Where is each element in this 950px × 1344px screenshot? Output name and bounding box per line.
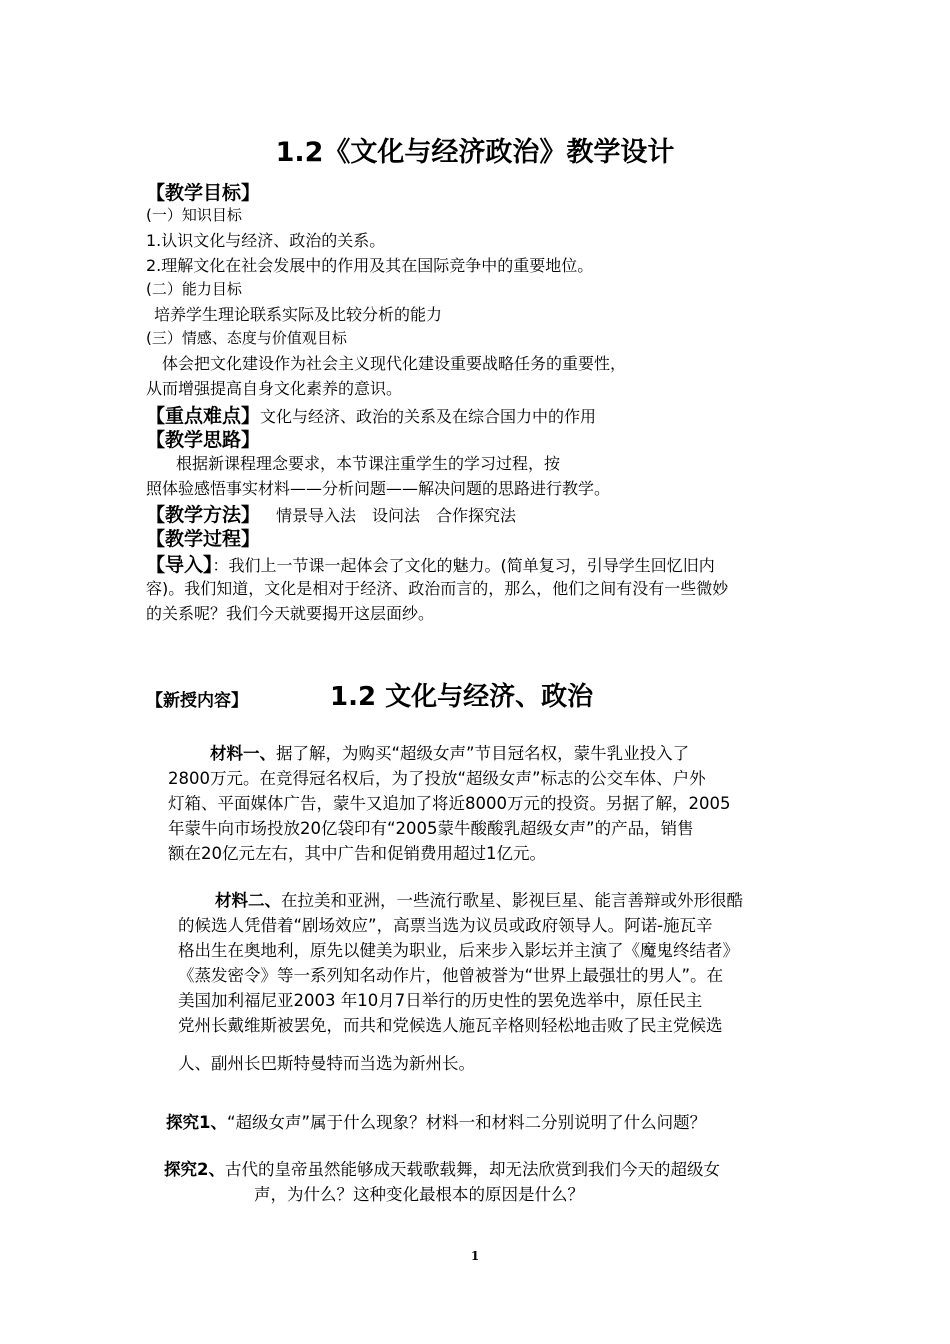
inquiry-2-line-1: 探究2、古代的皇帝虽然能够成天载歌载舞，却无法欣赏到我们今天的超级女 xyxy=(164,1160,720,1179)
material1-line-3: 灯箱、平面媒体广告，蒙牛又追加了将近8000万元的投资。另据了解，2005 xyxy=(168,794,731,813)
intro-line-1: 【导入】：我们上一节课一起体会了文化的魅力。(简单复习，引导学生回忆旧内 xyxy=(146,554,715,576)
thinking-line-2: 照体验感悟事实材料——分析问题——解决问题的思路进行教学。 xyxy=(146,479,611,498)
intro-line-2: 容)。我们知道，文化是相对于经济、政治而言的，那么，他们之间有没有一些微妙 xyxy=(146,579,729,598)
intro-line-3: 的关系呢？我们今天就要揭开这层面纱。 xyxy=(146,604,435,623)
objectives-heading: 【教学目标】 xyxy=(146,182,261,204)
section-title: 1.2 文化与经济、政治 xyxy=(330,682,594,712)
key-points-heading: 【重点难点】 xyxy=(146,405,261,427)
inquiry-2-line-2: 声，为什么？这种变化最根本的原因是什么？ xyxy=(254,1185,584,1204)
thinking-heading: 【教学思路】 xyxy=(146,429,261,451)
material1-label: 材料一、 xyxy=(210,744,276,763)
page-number: 1 xyxy=(470,1249,480,1263)
material1-line-2: 2800万元。在竞得冠名权后，为了投放“超级女声”标志的公交车体、户外 xyxy=(168,769,706,788)
emotion-line-2: 从而增强提高自身文化素养的意识。 xyxy=(146,379,403,398)
key-points-text: 文化与经济、政治的关系及在综合国力中的作用 xyxy=(260,407,597,426)
methods-heading: 【教学方法】 xyxy=(146,504,261,526)
knowledge-item-1: 1.认识文化与经济、政治的关系。 xyxy=(146,231,386,250)
methods-text: 情景导入法 设问法 合作探究法 xyxy=(276,506,517,525)
material2-line-2: 的候选人凭借着“剧场效应”，高票当选为议员或政府领导人。阿诺-施瓦辛 xyxy=(178,916,713,935)
ability-text: 培养学生理论联系实际及比较分析的能力 xyxy=(154,305,443,324)
material1-line-4: 年蒙牛向市场投放20亿袋印有“2005蒙牛酸酸乳超级女声”的产品，销售 xyxy=(168,819,694,838)
methods-row xyxy=(146,500,516,527)
emotion-line-1: 体会把文化建设作为社会主义现代化建设重要战略任务的重要性， xyxy=(162,354,627,373)
material2-line-1: 材料二、在拉美和亚洲，一些流行歌星、影视巨星、能言善辩或外形很酷 xyxy=(215,891,743,910)
emotion-heading: (三）情感、态度与价值观目标 xyxy=(146,329,347,347)
material2-line-3: 格出生在奥地利，原先以健美为职业，后来步入影坛并主演了《魔鬼终结者》 xyxy=(178,941,739,960)
material2-line-7: 人、副州长巴斯特曼特而当选为新州长。 xyxy=(178,1054,475,1073)
ability-heading: (二）能力目标 xyxy=(146,280,242,298)
inquiry2-label: 探究2、 xyxy=(164,1160,225,1179)
thinking-line-1: 根据新课程理念要求，本节课注重学生的学习过程，按 xyxy=(176,454,561,473)
material2-line-5: 美国加利福尼亚2003 年10月7日举行的历史性的罢免选举中，原任民主 xyxy=(178,991,703,1010)
knowledge-item-2: 2.理解文化在社会发展中的作用及其在国际竞争中的重要地位。 xyxy=(146,256,594,275)
material2-line-4: 《蒸发密令》等一系列知名动作片，他曾被誉为“世界上最强壮的男人”。在 xyxy=(178,966,724,985)
key-points-row xyxy=(146,401,596,428)
material1-line-5: 额在20亿元左右，其中广告和促销费用超过1亿元。 xyxy=(168,844,546,863)
page-title: 1.2《文化与经济政治》教学设计 xyxy=(275,137,675,168)
inquiry1-label: 探究1、 xyxy=(166,1113,227,1132)
process-heading: 【教学过程】 xyxy=(146,528,261,550)
inquiry-1: 探究1、“超级女声”属于什么现象？材料一和材料二分别说明了什么问题？ xyxy=(166,1113,707,1132)
material2-line-6: 党州长戴维斯被罢免，而共和党候选人施瓦辛格则轻松地击败了民主党候选 xyxy=(178,1016,723,1035)
material2-label: 材料二、 xyxy=(215,891,281,910)
knowledge-heading: (一）知识目标 xyxy=(146,206,242,224)
intro-label: 【导入】 xyxy=(146,554,213,576)
material1-line-1: 材料一、据了解，为购买“超级女声”节目冠名权，蒙牛乳业投入了 xyxy=(210,744,690,763)
new-content-label: 【新授内容】 xyxy=(146,691,248,711)
